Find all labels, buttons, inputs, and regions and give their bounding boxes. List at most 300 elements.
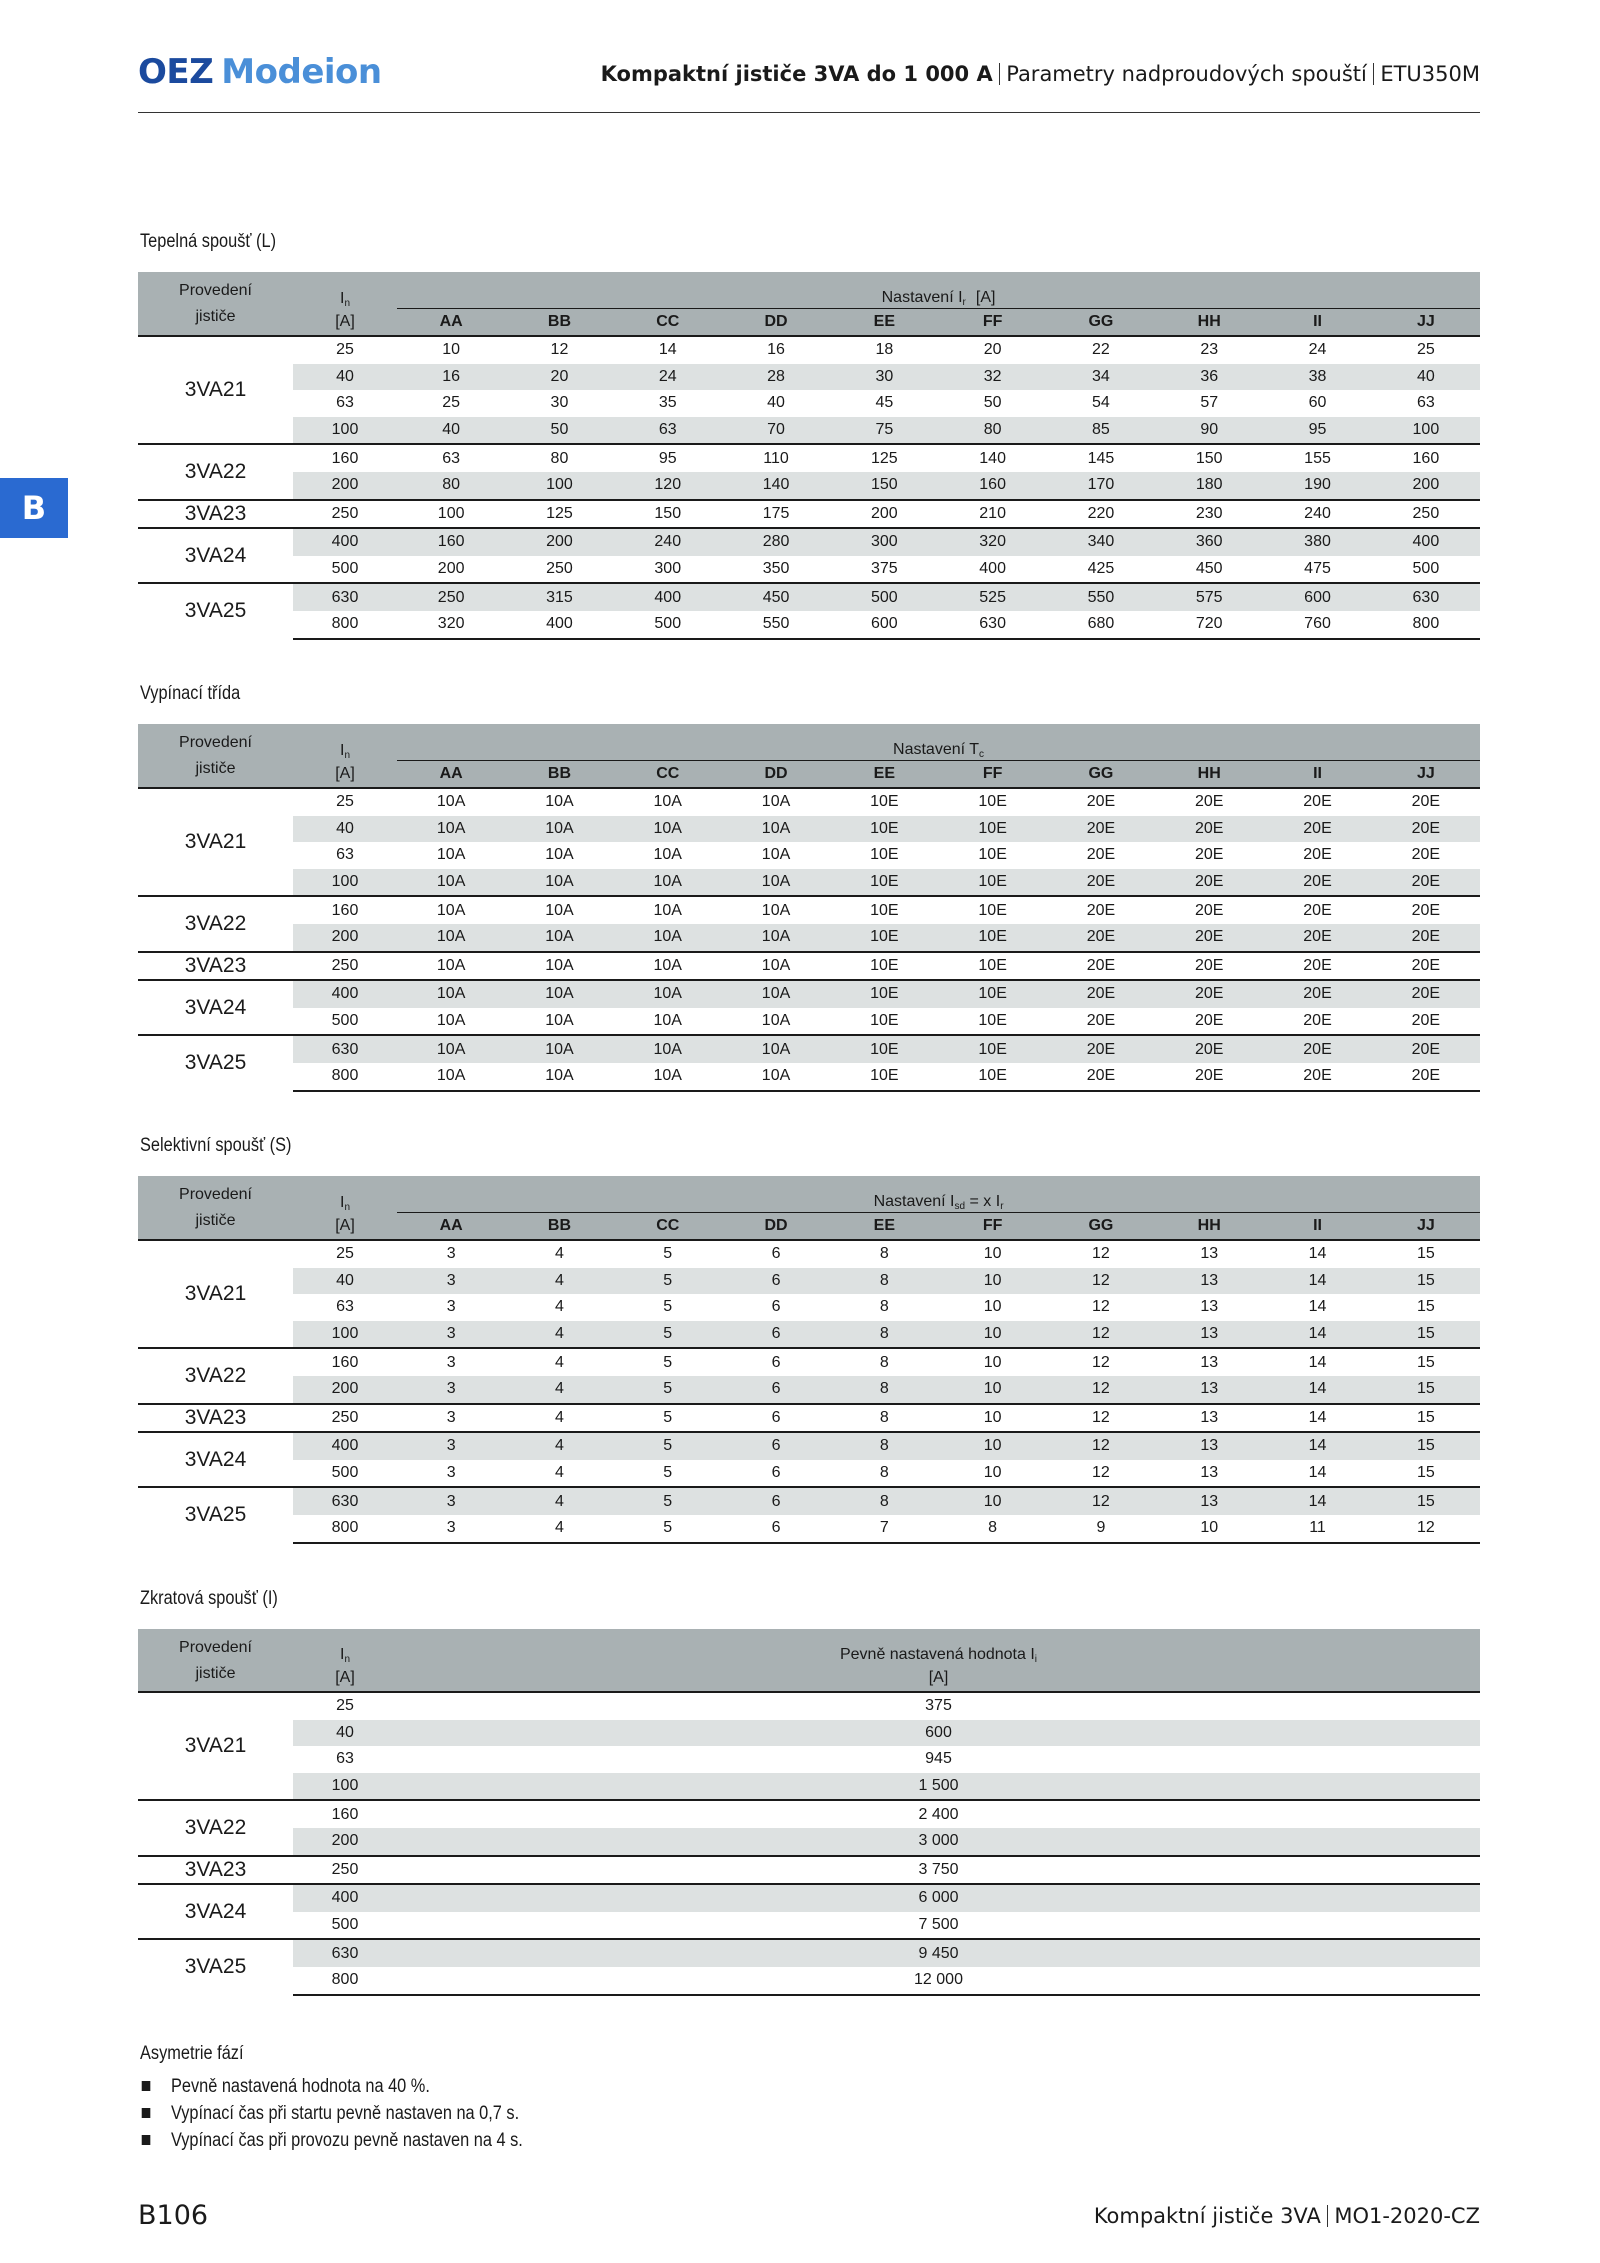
value-cell: 9 (1047, 1515, 1155, 1543)
value-cell: 10E (830, 1035, 938, 1063)
thermal-trip-table (138, 272, 1480, 640)
rated-current-cell: 160 (293, 444, 397, 472)
rated-current-cell: 63 (336, 1750, 354, 1768)
value-cell: 10A (614, 1063, 722, 1091)
table-row (138, 1240, 1480, 1268)
table-row (138, 1884, 1480, 1912)
value-cell: 3 (397, 1404, 505, 1433)
table-row (138, 952, 1480, 981)
rated-current-cell: 800 (293, 1063, 397, 1091)
value-cell: 8 (879, 1245, 889, 1263)
value-cell: 20E (1372, 869, 1480, 897)
value-cell: 1 500 (397, 1773, 1480, 1801)
model-cell: 3VA22 (138, 896, 293, 951)
value-cell: 6 (722, 1376, 830, 1404)
bullet-square-icon (142, 2108, 151, 2118)
value-cell: 20E (1194, 846, 1224, 864)
rated-current-cell: 200 (293, 924, 397, 952)
value-cell: 10A (505, 896, 613, 924)
value-cell: 15 (1416, 1298, 1435, 1316)
value-cell: 20E (1263, 869, 1371, 897)
section-title-selective: Selektivní spoušť (S) (140, 1135, 292, 1156)
value-cell: 12 (1372, 1515, 1480, 1543)
value-cell: 10 (938, 1376, 1046, 1404)
value-cell: 8 (830, 1268, 938, 1295)
value-cell: 12 (1047, 1268, 1155, 1295)
value-cell: 22 (1092, 341, 1110, 359)
model-cell: 3VA22 (138, 1348, 293, 1403)
value-cell: 20E (1263, 1035, 1371, 1063)
section-title-trip-class: Vypínací třída (140, 683, 241, 704)
value-cell: 10E (938, 869, 1046, 897)
value-cell: 6 (722, 1404, 830, 1433)
value-cell: 3 750 (397, 1856, 1480, 1885)
col-header-code: AA (397, 761, 505, 789)
header-label: I (339, 1193, 345, 1211)
value-cell: 350 (762, 560, 790, 578)
value-cell: 200 (437, 560, 465, 578)
trip-class-table (138, 724, 1480, 1092)
col-header-code: FF (938, 1213, 1046, 1241)
value-cell: 8 (830, 1376, 938, 1404)
rated-current-cell: 250 (293, 1404, 397, 1433)
value-cell: 20E (1047, 1063, 1155, 1091)
header-label: Provedení (179, 1186, 252, 1203)
value-cell: 14 (1263, 1404, 1371, 1433)
header-subscript: n (344, 1201, 350, 1213)
logo-brand: OEZ (138, 52, 214, 92)
value-cell: 13 (1155, 1432, 1263, 1460)
value-cell: 6 (771, 1464, 781, 1482)
table-row (138, 1828, 1480, 1856)
value-cell: 10E (978, 1012, 1007, 1030)
value-cell: 4 (505, 1487, 613, 1515)
col-header-model (138, 272, 293, 336)
value-cell: 15 (1416, 1464, 1435, 1482)
table-row (138, 1460, 1480, 1488)
value-cell: 13 (1155, 1376, 1263, 1404)
model-cell: 3VA25 (138, 583, 293, 638)
table-row (138, 1912, 1480, 1940)
rated-current-cell: 630 (293, 1035, 397, 1063)
value-cell: 10A (545, 793, 574, 811)
value-cell: 20E (1263, 896, 1371, 924)
rated-current-cell: 160 (293, 1800, 397, 1828)
value-cell: 4 (505, 1515, 613, 1543)
value-cell: 8 (830, 1321, 938, 1349)
col-header-setting (397, 724, 1480, 761)
value-cell: 14 (1263, 1321, 1371, 1349)
header-subscript: i (1034, 1654, 1038, 1665)
value-cell: 200 (1372, 472, 1480, 500)
col-header-code: DD (722, 309, 830, 337)
col-header-code: EE (830, 1213, 938, 1241)
value-cell: 10 (938, 1487, 1046, 1515)
col-header-code: CC (614, 761, 722, 789)
value-cell: 300 (654, 560, 682, 578)
value-cell: 8 (879, 1464, 889, 1482)
value-cell: 8 (830, 1348, 938, 1376)
value-cell: 3 (397, 1376, 505, 1404)
value-cell: 10A (653, 793, 682, 811)
col-header-setting (397, 1629, 1480, 1665)
value-cell: 12 (1092, 1464, 1110, 1482)
rated-current-cell: 160 (293, 1348, 397, 1376)
value-cell: 340 (1047, 528, 1155, 556)
value-cell: 3 (397, 1348, 505, 1376)
value-cell: 320 (397, 611, 505, 639)
col-header-model (138, 724, 293, 788)
value-cell: 230 (1155, 500, 1263, 529)
value-cell: 63 (1416, 394, 1435, 412)
header-label: Provedení (179, 282, 252, 299)
value-cell: 13 (1155, 1487, 1263, 1515)
value-cell: 100 (397, 500, 505, 529)
table-row (138, 1773, 1480, 1801)
rated-current-cell: 630 (293, 583, 397, 611)
value-cell: 20E (1047, 952, 1155, 981)
value-cell: 15 (1372, 1321, 1480, 1349)
value-cell: 550 (1047, 583, 1155, 611)
selective-trip-table (138, 1176, 1480, 1544)
value-cell: 6 (722, 1348, 830, 1376)
header-subscript: n (344, 749, 350, 761)
value-cell: 20E (1155, 1035, 1263, 1063)
value-cell: 140 (722, 472, 830, 500)
value-cell: 95 (1263, 417, 1371, 445)
value-cell: 10A (436, 846, 466, 864)
header-label: jističe (195, 1665, 236, 1682)
value-cell: 20E (1372, 924, 1480, 952)
header-row (138, 724, 1480, 761)
col-header-code: AA (397, 1213, 505, 1241)
value-cell: 3 (446, 1464, 456, 1482)
col-header-code: DD (722, 1213, 830, 1241)
value-cell: 13 (1155, 1348, 1263, 1376)
value-cell: 25 (1416, 341, 1435, 359)
value-cell: 5 (614, 1348, 722, 1376)
col-header-code: JJ (1372, 309, 1480, 337)
value-cell: 13 (1200, 1245, 1219, 1263)
value-cell: 5 (614, 1404, 722, 1433)
rated-current-cell: 500 (331, 560, 359, 578)
value-cell: 10 (983, 1245, 1002, 1263)
value-cell: 28 (722, 364, 830, 391)
value-cell: 20E (1155, 924, 1263, 952)
value-cell: 10E (830, 924, 938, 952)
header-title-part3: ETU350M (1380, 62, 1480, 86)
value-cell: 20E (1194, 793, 1224, 811)
value-cell: 14 (1308, 1298, 1327, 1316)
header-row (138, 761, 1480, 789)
value-cell: 13 (1200, 1464, 1219, 1482)
col-header-code: II (1263, 1213, 1371, 1241)
rated-current-cell: 63 (336, 394, 354, 412)
value-cell: 3 000 (397, 1828, 1480, 1856)
value-cell: 7 (830, 1515, 938, 1543)
value-cell: 45 (875, 394, 894, 412)
value-cell: 4 (505, 1404, 613, 1433)
table-row (138, 611, 1480, 639)
value-cell: 50 (505, 417, 613, 445)
rated-current-cell: 200 (293, 1828, 397, 1856)
footer-doc-title: Kompaktní jističe 3VA (1093, 2204, 1321, 2228)
rated-current-cell: 40 (293, 1720, 397, 1747)
list-item (140, 2073, 523, 2100)
value-cell: 10A (436, 1012, 466, 1030)
value-cell: 5 (663, 1245, 673, 1263)
header-label: I (339, 1646, 345, 1663)
value-cell: 3 (397, 1515, 505, 1543)
header-divider (1373, 63, 1375, 85)
value-cell: 23 (1200, 341, 1219, 359)
value-cell: 20E (1411, 1012, 1441, 1030)
col-header-code: EE (830, 761, 938, 789)
col-header-code: BB (505, 761, 613, 789)
value-cell: 4 (505, 1268, 613, 1295)
value-cell: 375 (925, 1697, 952, 1715)
value-cell: 20E (1263, 952, 1371, 981)
table-row (138, 1404, 1480, 1433)
value-cell: 6 (722, 1487, 830, 1515)
value-cell: 10E (830, 980, 938, 1008)
value-cell: 155 (1263, 444, 1371, 472)
table-row (138, 583, 1480, 611)
value-cell: 450 (1195, 560, 1223, 578)
col-header-setting (397, 1176, 1480, 1213)
value-cell: 20E (1411, 793, 1441, 811)
value-cell: 140 (938, 444, 1046, 472)
value-cell: 12 (1047, 1404, 1155, 1433)
value-cell: 14 (1263, 1376, 1371, 1404)
value-cell: 4 (505, 1321, 613, 1349)
value-cell: 110 (722, 444, 830, 472)
value-cell: 250 (1372, 500, 1480, 529)
rated-current-cell: 400 (293, 980, 397, 1008)
col-header-code: FF (938, 309, 1046, 337)
header-label: Provedení (179, 734, 252, 751)
col-header-code: AA (397, 309, 505, 337)
value-cell: 10A (761, 793, 791, 811)
model-cell: 3VA23 (138, 1856, 293, 1885)
value-cell: 475 (1304, 560, 1331, 578)
header-row (138, 309, 1480, 337)
header-divider (999, 63, 1001, 85)
header-subscript: r (962, 297, 966, 308)
value-cell: 600 (1263, 583, 1371, 611)
value-cell: 10A (614, 896, 722, 924)
header-subscript: n (344, 297, 350, 309)
header-subscript: n (344, 1654, 350, 1665)
value-cell: 13 (1155, 1268, 1263, 1295)
rated-current-cell: 40 (293, 816, 397, 843)
value-cell: 10E (978, 793, 1007, 811)
value-cell: 10A (397, 896, 505, 924)
header-label: jističe (195, 308, 236, 325)
footer-doc-id (1094, 2204, 1480, 2228)
header-subscript: c (978, 749, 984, 760)
header-label: Nastavení I (881, 289, 963, 306)
table-row (138, 1487, 1480, 1515)
value-cell: 8 (938, 1515, 1046, 1543)
value-cell: 80 (938, 417, 1046, 445)
value-cell: 10 (442, 341, 461, 359)
col-header-code: GG (1047, 309, 1155, 337)
table-row (138, 1856, 1480, 1885)
value-cell: 12 (1092, 1245, 1110, 1263)
header-row (138, 1629, 1480, 1665)
value-cell: 10A (614, 952, 722, 981)
rated-current-cell: 100 (293, 1321, 397, 1349)
value-cell: 3 (397, 1432, 505, 1460)
value-cell: 13 (1200, 1298, 1219, 1316)
value-cell: 170 (1047, 472, 1155, 500)
value-cell: 14 (1263, 1487, 1371, 1515)
value-cell: 525 (938, 583, 1046, 611)
value-cell: 3 (397, 1321, 505, 1349)
list-item-text: Vypínací čas při provozu pevně nastaven na 4 s. (170, 2130, 523, 2151)
value-cell: 20E (1411, 846, 1441, 864)
value-cell: 95 (614, 444, 722, 472)
page-number: B106 (138, 2200, 209, 2231)
page-header (138, 48, 1480, 113)
value-cell: 13 (1155, 1404, 1263, 1433)
value-cell: 35 (658, 394, 677, 412)
value-cell: 10A (614, 980, 722, 1008)
table-row (138, 390, 1480, 417)
value-cell: 10A (722, 952, 830, 981)
value-cell: 20E (1372, 980, 1480, 1008)
model-cell: 3VA24 (138, 980, 293, 1035)
value-cell: 12 (1047, 1376, 1155, 1404)
value-cell: 8 (879, 1298, 889, 1316)
table-row (138, 816, 1480, 843)
model-cell: 3VA25 (138, 1035, 293, 1090)
rated-current-cell: 25 (336, 1697, 354, 1715)
value-cell: 400 (1372, 528, 1480, 556)
table-row (138, 528, 1480, 556)
value-cell: 10A (505, 816, 613, 843)
value-cell: 160 (397, 528, 505, 556)
value-cell: 6 (722, 1515, 830, 1543)
value-cell: 160 (938, 472, 1046, 500)
value-cell: 10E (978, 846, 1007, 864)
value-cell: 4 (554, 1245, 564, 1263)
value-cell: 20E (1155, 952, 1263, 981)
value-cell: 85 (1047, 417, 1155, 445)
value-cell: 20E (1047, 869, 1155, 897)
value-cell: 10 (938, 1268, 1046, 1295)
value-cell: 3 (397, 1268, 505, 1295)
value-cell: 10E (938, 1035, 1046, 1063)
value-cell: 10A (436, 793, 466, 811)
model-cell: 3VA21 (184, 830, 247, 854)
value-cell: 80 (505, 444, 613, 472)
list-item-text: Pevně nastavená hodnota na 40 %. (170, 2076, 430, 2097)
value-cell: 10A (722, 816, 830, 843)
value-cell: 8 (830, 1404, 938, 1433)
value-cell: 10E (938, 952, 1046, 981)
value-cell: 10A (397, 1035, 505, 1063)
table-row (138, 1348, 1480, 1376)
value-cell: 300 (830, 528, 938, 556)
value-cell: 3 (397, 1487, 505, 1515)
value-cell: 6 (771, 1245, 781, 1263)
value-cell: 14 (1308, 1245, 1327, 1263)
value-cell: 20E (1372, 896, 1480, 924)
header-label: I (339, 289, 345, 307)
value-cell: 315 (505, 583, 613, 611)
rated-current-cell: 250 (293, 500, 397, 529)
value-cell: 50 (983, 394, 1002, 412)
value-cell: 14 (1308, 1464, 1327, 1482)
model-cell: 3VA23 (138, 500, 293, 529)
value-cell: 240 (1263, 500, 1371, 529)
col-header-code: DD (722, 761, 830, 789)
model-cell: 3VA24 (138, 1884, 293, 1939)
value-cell: 575 (1155, 583, 1263, 611)
value-cell: 32 (938, 364, 1046, 391)
col-header-code: FF (938, 761, 1046, 789)
value-cell: 400 (614, 583, 722, 611)
short-circuit-table (138, 1629, 1480, 1996)
value-cell: 10A (722, 1035, 830, 1063)
col-header-code: EE (830, 309, 938, 337)
rated-current-cell: 200 (293, 1376, 397, 1404)
value-cell: 18 (875, 341, 894, 359)
value-cell: 5 (614, 1432, 722, 1460)
value-cell: 20E (1263, 1063, 1371, 1091)
value-cell: 16 (767, 341, 785, 359)
value-cell: 10A (761, 846, 791, 864)
value-cell: 70 (722, 417, 830, 445)
value-cell: 190 (1263, 472, 1371, 500)
header-row (138, 1213, 1480, 1241)
list-item-text: Vypínací čas při startu pevně nastaven na 0,7 s. (170, 2103, 520, 2124)
value-cell: 9 450 (397, 1939, 1480, 1967)
value-cell: 25 (442, 394, 461, 412)
table-row (138, 1692, 1480, 1720)
value-cell: 200 (505, 528, 613, 556)
value-cell: 10A (614, 869, 722, 897)
table-row (138, 1376, 1480, 1404)
value-cell: 500 (1412, 560, 1440, 578)
value-cell: 4 (505, 1376, 613, 1404)
model-cell: 3VA21 (184, 1734, 247, 1758)
value-cell: 10A (722, 980, 830, 1008)
value-cell: 500 (614, 611, 722, 639)
value-cell: 14 (1263, 1432, 1371, 1460)
value-cell: 10A (505, 869, 613, 897)
section-tab: B (0, 478, 68, 538)
value-cell: 150 (614, 500, 722, 529)
rated-current-cell: 63 (336, 1298, 354, 1316)
table-row (138, 1432, 1480, 1460)
value-cell: 30 (550, 394, 569, 412)
value-cell: 10E (938, 1063, 1046, 1091)
value-cell: 10A (397, 924, 505, 952)
header-label: Nastavení I (873, 1193, 955, 1210)
value-cell: 20E (1047, 816, 1155, 843)
value-cell: 100 (505, 472, 613, 500)
value-cell: 12 (1047, 1321, 1155, 1349)
rated-current-cell: 250 (293, 1856, 397, 1885)
value-cell: 210 (938, 500, 1046, 529)
col-header-in (293, 272, 397, 309)
header-label: Provedení (179, 1639, 252, 1656)
value-cell: 10A (505, 980, 613, 1008)
col-header-code: JJ (1372, 1213, 1480, 1241)
